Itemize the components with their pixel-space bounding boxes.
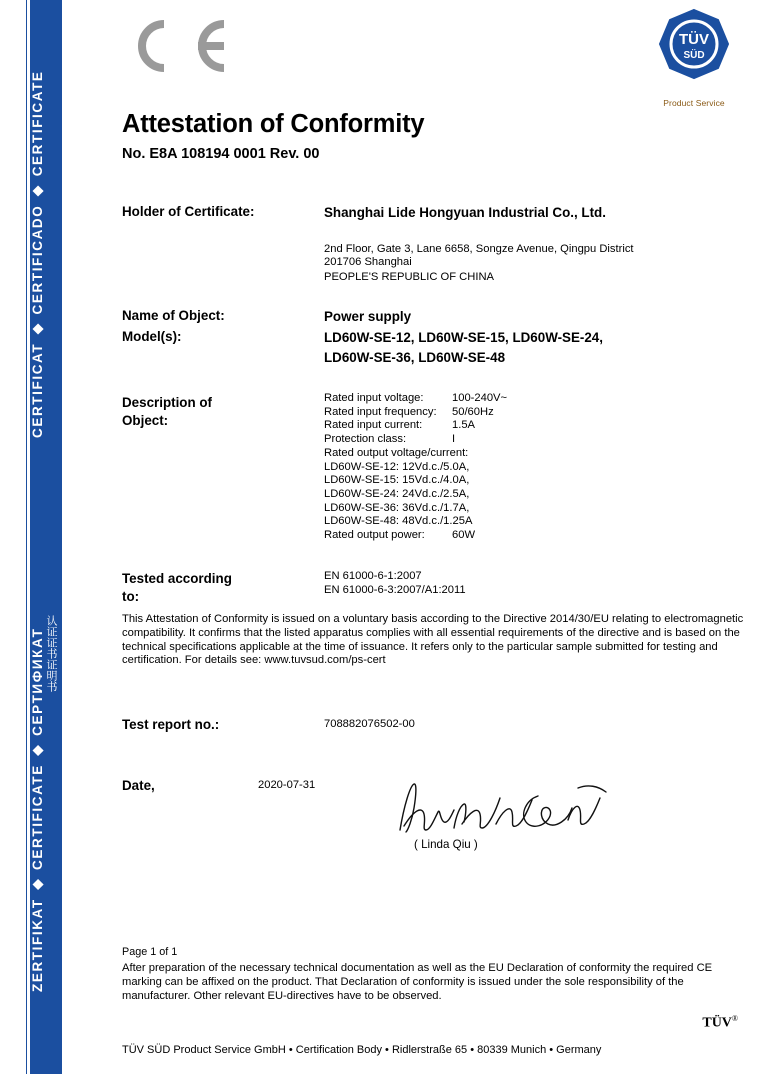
description-row xyxy=(324,392,507,406)
sidebar-text-bottom: ZERTIFIKAT ◆ CERTIFICATE ◆ СЕРТИФИКАТ xyxy=(30,627,45,993)
description-row xyxy=(324,461,507,475)
description-key: LD60W-SE-36: 36Vd.c./1.7A, xyxy=(324,501,470,514)
test-report-value: 708882076502-00 xyxy=(324,718,415,730)
description-value: 100-240V~ xyxy=(452,392,508,404)
standards-list xyxy=(324,570,466,597)
models-value-line-2: LD60W-SE-36, LD60W-SE-48 xyxy=(324,350,506,365)
description-table xyxy=(324,392,507,543)
description-row xyxy=(324,474,507,488)
attestation-paragraph: This Attestation of Conformity is issued on a voluntary basis according to the Directive 2014/30/EU relating to electromagnetic compatibility. It confirms that the listed apparatus complies with all essential requirements of the directive and is based on the technical specifications applicable at the time of issuance. It refers only to the particular sample submitted for testing and certification. For details see: www.tuvsud.com/ps-cert xyxy=(122,613,744,667)
sidebar-rule xyxy=(26,0,27,1074)
description-value: 50/60Hz xyxy=(452,405,494,418)
standard-item: EN 61000-6-3:2007/A1:2011 xyxy=(324,583,466,596)
description-row xyxy=(324,488,507,502)
description-row xyxy=(324,502,507,516)
footer-note: After preparation of the necessary technical documentation as well as the EU Declaration of conformity the required CE marking can be affixed on the product. That Declaration of conformity is issued under the sole responsibility of the manufacturer. Other relevant EU-directives have to be observed. xyxy=(122,962,713,1002)
description-key: Rated input current: xyxy=(324,419,423,432)
tuv-logo-caption: Product Service xyxy=(663,98,725,108)
description-key: Rated output power: xyxy=(324,529,425,542)
tuv-footer-mark xyxy=(702,1014,738,1032)
description-row xyxy=(324,433,507,447)
page-title: Attestation of Conformity xyxy=(122,110,425,138)
description-row xyxy=(324,515,507,529)
description-value: 1.5A xyxy=(452,419,476,432)
description-key: Protection class: xyxy=(324,433,407,446)
description-key: LD60W-SE-24: 24Vd.c./2.5A, xyxy=(324,487,470,500)
footer-address: TÜV SÜD Product Service GmbH • Certification Body • Ridlerstraße 65 • 80339 Munich • Germany xyxy=(122,1044,602,1056)
tuv-footer-registered: ® xyxy=(731,1014,738,1023)
signature-image xyxy=(392,780,622,840)
holder-address-line-1: 2nd Floor, Gate 3, Lane 6658, Songze Avenue, Qingpu District xyxy=(324,243,634,255)
tuv-sud-logo xyxy=(650,8,738,108)
description-row xyxy=(324,406,507,420)
date-label: Date, xyxy=(122,778,155,793)
description-label: Description of Object: xyxy=(122,395,213,428)
sidebar-text-cjk: 认证证书证明书 xyxy=(45,615,57,692)
page-count: Page 1 of 1 xyxy=(122,946,178,958)
name-of-object-label: Name of Object: xyxy=(122,308,225,323)
description-key: Rated input frequency: xyxy=(324,405,437,418)
holder-address-line-2: 201706 Shanghai xyxy=(324,256,412,268)
test-report-label: Test report no.: xyxy=(122,717,220,732)
description-key: Rated input voltage: xyxy=(324,392,424,404)
standard-item: EN 61000-6-1:2007 xyxy=(324,570,422,582)
models-label: Model(s): xyxy=(122,329,182,344)
name-of-object-value: Power supply xyxy=(324,309,412,324)
description-key: Rated output voltage/current: xyxy=(324,446,469,459)
ce-mark-icon xyxy=(120,16,240,76)
certificate-sidebar xyxy=(0,0,62,1074)
certificate-number: No. E8A 108194 0001 Rev. 00 xyxy=(122,146,320,162)
description-row xyxy=(324,529,507,543)
tested-label: Tested according to: xyxy=(122,571,232,604)
description-value: I xyxy=(452,433,456,446)
holder-address-line-3: PEOPLE'S REPUBLIC OF CHINA xyxy=(324,271,494,283)
models-value-line-1: LD60W-SE-12, LD60W-SE-15, LD60W-SE-24, xyxy=(324,330,603,345)
sidebar-text-top: CERTIFICAT ◆ CERTIFICADO ◆ CERTIFICATE xyxy=(30,70,45,438)
svg-text:SÜD: SÜD xyxy=(683,50,705,61)
signer-name: ( Linda Qiu ) xyxy=(414,838,478,851)
description-row xyxy=(324,447,507,461)
description-key: LD60W-SE-48: 48Vd.c./1.25A xyxy=(324,515,473,528)
description-row xyxy=(324,419,507,433)
svg-text:TÜV: TÜV xyxy=(679,31,709,48)
holder-label: Holder of Certificate: xyxy=(122,204,255,219)
date-value: 2020-07-31 xyxy=(258,779,316,791)
tuv-footer-text: TÜV xyxy=(702,1015,732,1031)
description-key: LD60W-SE-12: 12Vd.c./5.0A, xyxy=(324,460,470,473)
certificate-page xyxy=(62,0,760,1074)
description-value: 60W xyxy=(452,529,476,542)
holder-name: Shanghai Lide Hongyuan Industrial Co., Ltd. xyxy=(324,205,606,220)
description-key: LD60W-SE-15: 15Vd.c./4.0A, xyxy=(324,474,470,487)
